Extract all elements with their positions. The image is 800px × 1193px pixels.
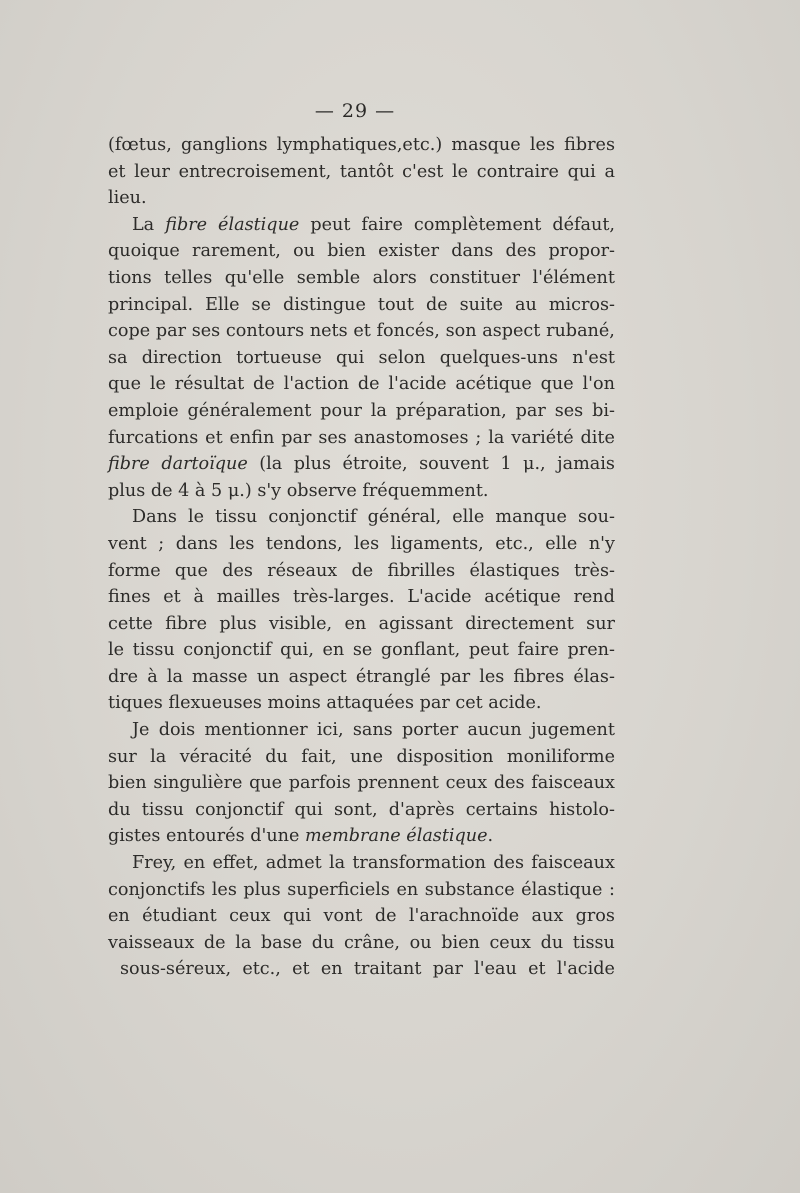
word: et	[353, 321, 371, 342]
word: singulière	[153, 773, 243, 794]
word: variété	[511, 427, 574, 448]
word: visible,	[268, 613, 333, 634]
word: aspect	[288, 666, 347, 687]
word: masse	[192, 666, 248, 687]
word: Elle	[205, 294, 240, 315]
word: acétique	[455, 374, 532, 395]
body-text	[108, 132, 615, 983]
word: une	[349, 746, 384, 767]
word: ceux	[229, 906, 271, 927]
word: micros-	[548, 294, 615, 315]
word: fibrilles	[387, 560, 456, 581]
word: dans	[175, 533, 218, 554]
word: dre	[108, 666, 139, 687]
word: sous-séreux,	[120, 959, 232, 980]
word: aux	[531, 906, 564, 927]
word: que	[174, 560, 208, 581]
word: faisceaux	[531, 853, 615, 874]
text-line	[108, 823, 615, 850]
word: ceux	[489, 932, 531, 953]
word: tissu	[141, 799, 184, 820]
word: sou-	[578, 507, 615, 528]
word: n'y	[588, 533, 615, 554]
text-line	[108, 717, 615, 744]
word: 4	[178, 480, 190, 501]
word: cette	[108, 613, 153, 634]
word: et	[163, 587, 181, 608]
word: exister	[378, 241, 439, 262]
word: pour	[320, 400, 362, 421]
word: La	[132, 214, 155, 235]
word: constituer	[429, 267, 521, 288]
word: et	[528, 959, 546, 980]
text-line	[108, 770, 615, 797]
word: crâne,	[343, 932, 401, 953]
word: ses	[554, 400, 584, 421]
text-line	[108, 265, 615, 292]
word: alors	[372, 267, 417, 288]
word: directement	[465, 613, 574, 634]
word: etc.,	[495, 533, 534, 554]
word: réseaux	[267, 560, 338, 581]
text-line	[108, 797, 615, 824]
word: acide.	[488, 693, 542, 714]
text-line	[108, 212, 615, 239]
word: 5	[211, 480, 223, 501]
word: le	[452, 161, 469, 182]
word: qui	[336, 347, 365, 368]
text-line	[108, 930, 615, 957]
word: plus	[219, 613, 257, 634]
word: de	[253, 374, 275, 395]
word: de	[357, 374, 380, 395]
word: résultat	[174, 374, 245, 395]
word: cope	[108, 321, 151, 342]
word: fibre	[108, 454, 150, 475]
word: à	[147, 666, 158, 687]
word: foncés,	[376, 321, 440, 342]
word: quelques-uns	[439, 347, 559, 368]
word: ses	[318, 427, 347, 448]
word: l'action	[283, 374, 350, 395]
word: complètement	[413, 214, 542, 235]
word: ou	[409, 932, 432, 953]
word: tendons,	[265, 533, 343, 554]
text-line	[108, 185, 615, 212]
word: rend	[573, 587, 615, 608]
word: étranglé	[355, 666, 431, 687]
word: tiques	[108, 693, 163, 714]
word: le	[188, 507, 205, 528]
word: contraire	[476, 161, 559, 182]
word: des	[505, 241, 537, 262]
word: des	[493, 853, 524, 874]
word: admet	[265, 853, 322, 874]
word: direction	[141, 347, 222, 368]
word: les	[529, 135, 555, 155]
word: gros	[575, 906, 615, 927]
word: substance	[424, 879, 515, 900]
word: élastique	[521, 879, 603, 900]
word: étudiant	[142, 906, 217, 927]
word: par	[419, 693, 450, 714]
word: par	[281, 427, 312, 448]
word: vont	[323, 906, 363, 927]
text-line	[108, 611, 615, 638]
page-number: — 29 —	[314, 100, 396, 122]
word: prennent	[357, 773, 439, 794]
word: base	[260, 932, 303, 953]
word: du	[108, 799, 131, 820]
word: en	[108, 906, 130, 927]
word: les	[229, 533, 255, 554]
word: dite	[580, 427, 615, 448]
word: ;	[158, 533, 165, 554]
word: les	[211, 879, 237, 900]
word: très-	[574, 560, 615, 581]
word: sur	[108, 746, 137, 767]
word: qui	[567, 161, 596, 182]
word: acétique	[484, 587, 561, 608]
word: préparation,	[395, 400, 507, 421]
text-line	[108, 690, 615, 717]
word: peut	[468, 640, 509, 661]
word: manque	[495, 507, 567, 528]
text-line	[108, 637, 615, 664]
word: de	[425, 294, 448, 315]
word: et	[108, 161, 126, 182]
word: d'après	[388, 799, 455, 820]
word: μ.,	[523, 454, 546, 475]
word: 1	[500, 454, 512, 475]
word: agissant	[378, 613, 453, 634]
word: sont,	[333, 799, 378, 820]
word: masque	[451, 135, 521, 155]
word: mentionner	[204, 720, 308, 741]
word: du	[265, 746, 288, 767]
word: sans	[352, 720, 393, 741]
word: forme	[108, 560, 161, 581]
text-line	[108, 558, 615, 585]
word: fibres	[513, 666, 565, 687]
word: fines	[108, 587, 151, 608]
word: aucun	[467, 720, 522, 741]
word: ou	[293, 241, 316, 262]
word: des	[222, 560, 253, 581]
word: traitant	[353, 959, 422, 980]
word: les	[354, 533, 380, 554]
word: étroite,	[342, 454, 408, 475]
word: la	[235, 932, 252, 953]
word: ici,	[316, 720, 344, 741]
word: élas-	[573, 666, 615, 687]
word: d'une	[250, 826, 300, 847]
word: l'acide	[556, 959, 615, 980]
word: bien	[327, 241, 366, 262]
word: que	[249, 773, 283, 794]
word: membrane	[305, 826, 401, 847]
word: principal.	[108, 294, 194, 315]
word: se	[352, 640, 373, 661]
text-line	[108, 478, 615, 505]
text-line	[108, 398, 615, 425]
word: l'élément	[532, 267, 615, 288]
word: un	[256, 666, 280, 687]
text-line	[108, 664, 615, 691]
word: dois	[158, 720, 196, 741]
word: de	[351, 560, 374, 581]
word: l'arachnoïde	[408, 906, 520, 927]
word: tissu	[215, 507, 258, 528]
word: à	[194, 480, 206, 501]
word: très-larges.	[292, 587, 395, 608]
word: par	[439, 666, 471, 687]
word: sur	[586, 613, 615, 634]
word: et	[292, 959, 310, 980]
word: qui	[294, 799, 323, 820]
word: ganglions	[181, 135, 268, 155]
text-line	[108, 159, 615, 186]
word: la	[166, 666, 183, 687]
word: vent	[108, 533, 147, 554]
word: enfin	[229, 427, 275, 448]
word: plus	[108, 480, 146, 501]
text-line	[108, 903, 615, 930]
word: rubané,	[546, 321, 615, 342]
word: mailles	[216, 587, 281, 608]
word: qu'elle	[224, 267, 285, 288]
word: par	[155, 321, 186, 342]
word: fréquemment.	[362, 480, 489, 501]
text-line	[108, 451, 615, 478]
word: distingue	[282, 294, 366, 315]
word: que	[540, 374, 574, 395]
word: lieu.	[108, 188, 147, 209]
word: dans	[451, 241, 494, 262]
word: entourés	[166, 826, 245, 847]
word: tions	[108, 267, 152, 288]
word: qui,	[280, 640, 314, 661]
word: gistes	[108, 826, 161, 847]
word: peut	[310, 214, 351, 235]
word: entrecroisement,	[178, 161, 332, 182]
word: tissu	[572, 932, 615, 953]
text-line	[108, 504, 615, 531]
word: moniliforme	[506, 746, 615, 767]
text-line	[108, 584, 615, 611]
word: quoique	[108, 241, 180, 262]
word: disposition	[396, 746, 494, 767]
word: tantôt	[339, 161, 394, 182]
word: de	[374, 906, 397, 927]
word: conjonctif	[268, 507, 357, 528]
word: dartoïque	[161, 454, 248, 475]
word: conjonctif	[195, 799, 284, 820]
word: anastomoses	[353, 427, 469, 448]
word: en	[344, 613, 367, 634]
word: du	[311, 932, 335, 953]
word: contours	[225, 321, 305, 342]
word: etc.,	[242, 959, 281, 980]
word: furcations	[108, 427, 199, 448]
word: souvent	[419, 454, 489, 475]
word: selon	[378, 347, 426, 368]
word: par	[432, 959, 463, 980]
word: qui	[282, 906, 312, 927]
word: l'on	[582, 374, 615, 395]
word: tissu	[132, 640, 175, 661]
word: flexueuses	[168, 693, 262, 714]
word: fibre	[165, 613, 208, 634]
text-line	[108, 744, 615, 771]
word: elle	[452, 507, 485, 528]
word: Frey,	[132, 853, 177, 874]
text-line	[108, 132, 615, 159]
text-line	[108, 371, 615, 398]
word: μ.)	[227, 480, 252, 501]
word: c'est	[402, 161, 444, 182]
word: :	[608, 879, 615, 900]
word: Je	[132, 720, 150, 741]
word: en	[396, 879, 419, 900]
word: sa	[108, 347, 128, 368]
word: conjonctifs	[108, 879, 206, 900]
word: lymphatiques,etc.)	[276, 135, 443, 155]
word: attaquées	[326, 693, 414, 714]
word: véracité	[179, 746, 252, 767]
word: la	[488, 427, 505, 448]
text-line	[108, 318, 615, 345]
word: cet	[455, 693, 483, 714]
word: tout	[377, 294, 414, 315]
word: propor-	[548, 241, 615, 262]
word: des	[493, 773, 525, 794]
word: élastique.	[406, 826, 494, 847]
word: nets	[309, 321, 348, 342]
word: rarement,	[192, 241, 281, 262]
word: (la	[259, 454, 283, 475]
word: telles	[164, 267, 213, 288]
word: généralement	[187, 400, 312, 421]
word: effet,	[212, 853, 259, 874]
word: faire	[361, 214, 403, 235]
word: parfois	[288, 773, 351, 794]
word: de	[150, 480, 173, 501]
word: Dans	[132, 507, 177, 528]
word: faisceaux	[531, 773, 615, 794]
word: que	[108, 374, 142, 395]
word: en	[322, 640, 345, 661]
word: en	[320, 959, 343, 980]
word: jugement	[530, 720, 615, 741]
word: élastique	[218, 214, 300, 235]
word: bien	[441, 932, 480, 953]
word: à	[193, 587, 204, 608]
word: fibre	[165, 214, 208, 235]
word: conjonctif	[183, 640, 272, 661]
word: certains	[465, 799, 538, 820]
word: en	[183, 853, 206, 874]
word: ses	[191, 321, 221, 342]
word: leur	[134, 161, 170, 182]
word: par	[515, 400, 546, 421]
word: général,	[367, 507, 442, 528]
text-line	[108, 345, 615, 372]
word: faire	[517, 640, 559, 661]
word: la	[150, 746, 167, 767]
word: gonflant,	[380, 640, 461, 661]
word: L'acide	[407, 587, 472, 608]
word: superficiels	[287, 879, 390, 900]
word: observe	[286, 480, 357, 501]
word: du	[540, 932, 564, 953]
word: la	[328, 853, 346, 874]
text-line	[108, 531, 615, 558]
word: bien	[108, 773, 147, 794]
word: aspect	[482, 321, 541, 342]
word: bi-	[592, 400, 615, 421]
word: fibres	[564, 135, 615, 155]
text-line	[108, 956, 615, 983]
word: élastiques	[469, 560, 560, 581]
word: de	[203, 932, 226, 953]
word: jamais	[557, 454, 615, 475]
word: a	[604, 161, 615, 182]
word: elle	[545, 533, 578, 554]
word: (fœtus,	[108, 135, 172, 155]
word: vaisseaux	[108, 932, 195, 953]
word: s'y	[257, 480, 282, 501]
word: plus	[243, 879, 281, 900]
word: semble	[296, 267, 361, 288]
text-line	[108, 292, 615, 319]
word: moins	[267, 693, 321, 714]
word: n'est	[572, 347, 615, 368]
word: son	[445, 321, 477, 342]
word: la	[370, 400, 387, 421]
text-line	[108, 877, 615, 904]
text-line	[108, 850, 615, 877]
word: tortueuse	[236, 347, 322, 368]
word: le	[108, 640, 125, 661]
word: emploie	[108, 400, 179, 421]
word: pren-	[567, 640, 615, 661]
word: se	[251, 294, 271, 315]
word: et	[205, 427, 223, 448]
text-line	[108, 238, 615, 265]
word: ;	[475, 427, 482, 448]
word: les	[479, 666, 505, 687]
word: transformation	[352, 853, 486, 874]
word: suite	[459, 294, 504, 315]
word: au	[515, 294, 537, 315]
text-line	[108, 425, 615, 452]
word: défaut,	[552, 214, 615, 235]
word: fait,	[301, 746, 337, 767]
word: ceux	[445, 773, 488, 794]
word: l'eau	[474, 959, 517, 980]
word: plus	[293, 454, 331, 475]
word: l'acide	[388, 374, 447, 395]
word: ligaments,	[390, 533, 484, 554]
word: histolo-	[549, 799, 615, 820]
word: porter	[401, 720, 459, 741]
word: le	[149, 374, 166, 395]
